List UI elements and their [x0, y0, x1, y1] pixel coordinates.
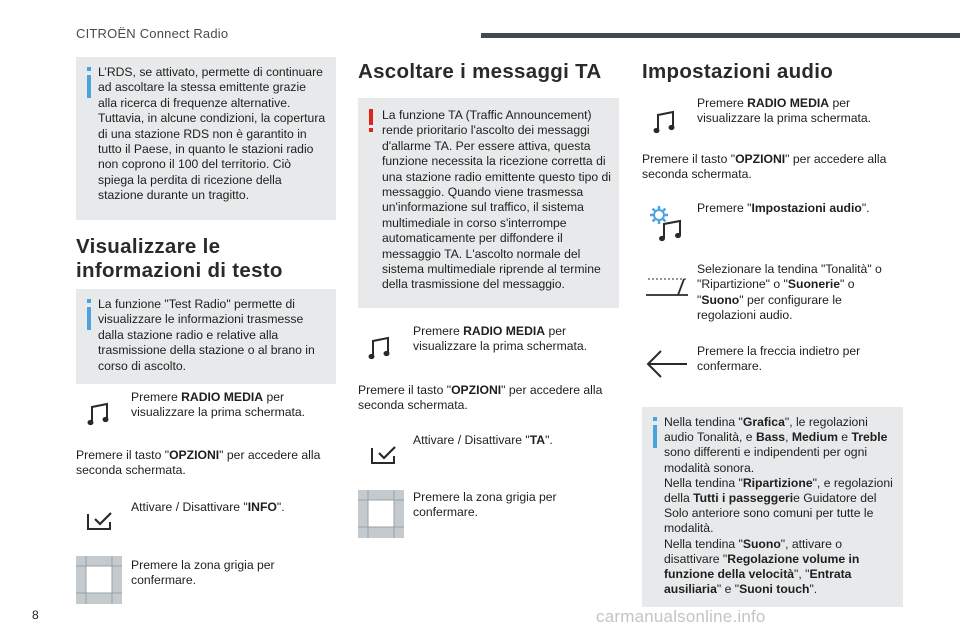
audio-info-box — [642, 407, 903, 607]
col1-step4-text: Premere la zona grigia per confermare. — [131, 558, 275, 588]
info-icon — [87, 75, 91, 98]
tab-selector-icon — [645, 276, 689, 298]
col3-step5-text: Premere la freccia indietro per confermare. — [697, 344, 861, 374]
checkbox-icon — [86, 510, 116, 530]
section-heading-text-info: Visualizzare le informazioni di testo — [76, 235, 283, 282]
rds-note-text: L’RDS, se attivato, permette di continuare ad ascoltare la stessa emittente grazie alla ricerca di frequenze alternative. Tuttavia, in alcune condizioni, la copertura di una stazione RDS non è garantito in tutto il Paese, in quanto le stazioni radio non coprono il 100 del territorio. Ciò spiega la perdita di ricezione della stazione durante un tragitto. — [98, 65, 326, 203]
col1-step2-text: Premere il tasto "OPZIONI" per accedere alla seconda schermata. — [76, 448, 321, 478]
col3-step2-text: Premere il tasto "OPZIONI" per accedere alla seconda schermata. — [642, 152, 887, 182]
audio-settings-icon — [648, 204, 684, 244]
manual-title: CITROËN Connect Radio — [76, 26, 229, 41]
col1-step3-text: Attivare / Disattivare "INFO". — [131, 500, 285, 514]
section-heading-audio: Impostazioni audio — [642, 60, 834, 83]
music-note-icon — [367, 336, 393, 362]
ta-warning-text: La funzione TA (Traffic Announcement) rende prioritario l'ascolto dei messaggi d'allarme TA. Per essere attiva, questa funzione necessita la ricezione corretta di una stazione radio emittente questo tipo di messaggio. Quando viene trasmessa un'informazione sul traffico, il sistema multimediale in corso s'interrompe automaticamente per diffondere il messaggio TA. L'ascolto normale del sistema multimediale riprende al termine della trasmissione del messaggio. — [382, 108, 612, 292]
header-bar — [481, 33, 960, 38]
music-note-icon — [652, 110, 678, 136]
music-note-icon — [86, 402, 112, 428]
gray-zone-icon — [76, 556, 122, 604]
info-icon — [653, 425, 657, 448]
test-radio-note-text: La funzione "Test Radio" permette di visualizzare le informazioni trasmesse dalla stazione radio e relative alla trasmissione della stazione o al brano in corso di ascolto. — [98, 297, 315, 373]
warning-icon — [369, 109, 373, 125]
rds-note-box — [76, 57, 336, 220]
page-number: 8 — [32, 608, 39, 622]
col2-step1-text: Premere RADIO MEDIA per visualizzare la prima schermata. — [413, 324, 588, 354]
col2-step3-text: Attivare / Disattivare "TA". — [413, 433, 553, 447]
col3-step3-text: Premere "Impostazioni audio". — [697, 201, 870, 215]
audio-info-text: Nella tendina "Grafica", le regolazioni audio Tonalità, e Bass, Medium e Treble sono differenti e indipendenti per ogni modalità sonora. Nella tendina "Ripartizione", e regolazioni della Tutti i passeggerie Guidatore del Solo anteriore sono comuni per tutte le modalità. Nella tendina "Suono", attivare o disattivare "Regolazione volume in funzione della velocità", "Entrata ausiliaria" e "Suoni touch". — [664, 415, 893, 597]
checkbox-icon — [370, 444, 400, 464]
watermark-text: carmanualsonline.info — [596, 607, 766, 626]
gray-zone-icon — [358, 490, 404, 538]
page-header — [0, 0, 960, 42]
col2-step2-text: Premere il tasto "OPZIONI" per accedere alla seconda schermata. — [358, 383, 603, 413]
test-radio-note-box — [76, 289, 336, 384]
col1-step1-text: Premere RADIO MEDIA per visualizzare la prima schermata. — [131, 390, 306, 420]
info-icon — [87, 307, 91, 330]
ta-warning-box — [358, 98, 619, 308]
col3-step4-text: Selezionare la tendina "Tonalità" o "Ripartizione" o "Suonerie" o "Suono" per configurare le regolazioni audio. — [697, 262, 882, 323]
col2-step4-text: Premere la zona grigia per confermare. — [413, 490, 557, 520]
back-arrow-icon — [645, 350, 689, 378]
col3-step1-text: Premere RADIO MEDIA per visualizzare la prima schermata. — [697, 96, 872, 126]
section-heading-ta: Ascoltare i messaggi TA — [358, 60, 602, 83]
